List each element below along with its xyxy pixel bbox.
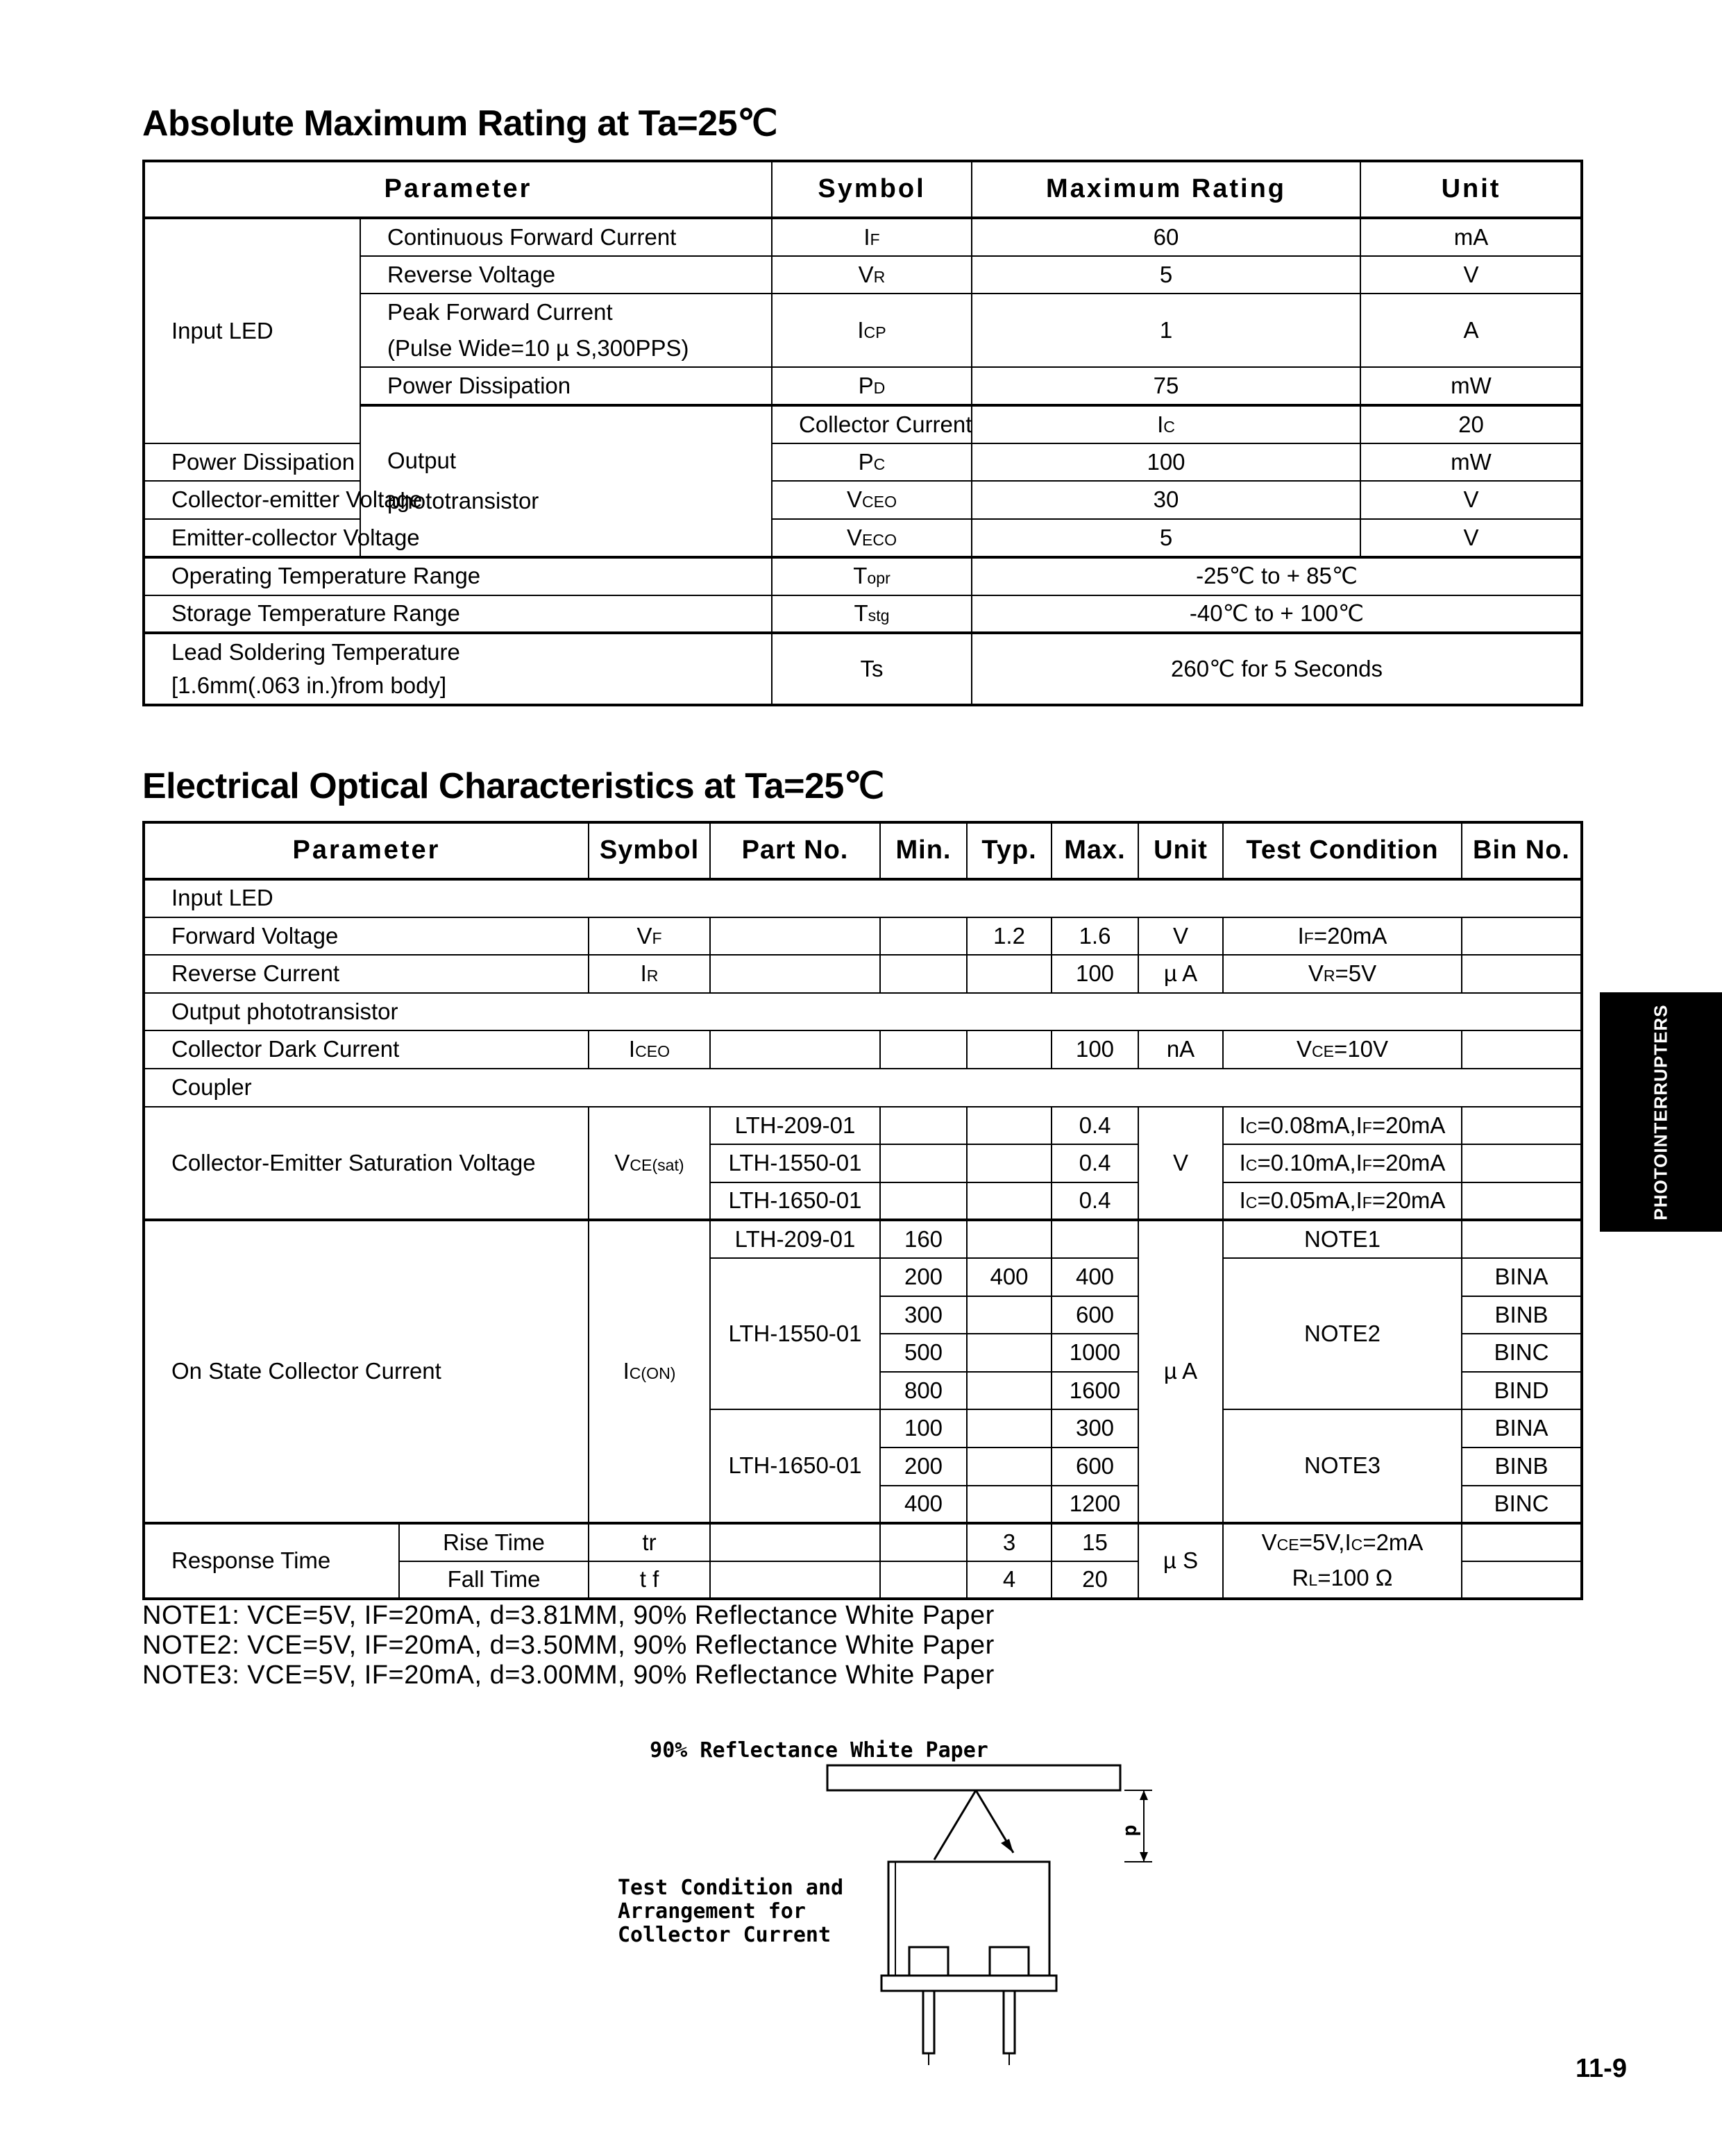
- page-number: 11-9: [1576, 2054, 1627, 2083]
- table-row: [144, 481, 1582, 519]
- symbol-cell: IC: [972, 405, 1360, 443]
- unit-cell: mW: [1360, 443, 1582, 482]
- param-cell: Collector Dark Current: [144, 1030, 589, 1069]
- param-cell: Peak Forward Current (Pulse Wide=10 µ S,300PPS): [360, 294, 772, 367]
- min-cell: 200: [880, 1258, 967, 1296]
- part-cell: LTH-209-01: [710, 1107, 880, 1145]
- test-arrangement-figure: [604, 1728, 1173, 2061]
- param-cell: Collector Current: [772, 405, 972, 443]
- detector-window: [990, 1947, 1029, 1976]
- value-cell: 5: [972, 519, 1360, 557]
- unit-cell: nA: [1138, 1030, 1223, 1069]
- param-cell: Storage Temperature Range: [144, 595, 772, 634]
- table-row: [144, 1030, 1582, 1069]
- symbol-cell: VR: [772, 256, 972, 294]
- bin-cell: BINB: [1462, 1448, 1582, 1486]
- dim-arrow-down-icon: [1140, 1852, 1148, 1862]
- table-row: [144, 633, 1582, 705]
- table-row: [144, 955, 1582, 993]
- condition-cell: VR=5V: [1223, 955, 1462, 993]
- min-cell: 400: [880, 1486, 967, 1524]
- notes-block: [142, 1601, 995, 1690]
- param-cell: Collector-emitter Voltage: [144, 481, 360, 519]
- table-row: [144, 1069, 1582, 1107]
- max-cell: 600: [1052, 1296, 1138, 1334]
- min-cell: 100: [880, 1409, 967, 1448]
- condition-cell: VCE=10V: [1223, 1030, 1462, 1069]
- part-cell: LTH-1550-01: [710, 1258, 880, 1409]
- param-cell: Emitter-collector Voltage: [144, 519, 360, 557]
- symbol-cell: Ts: [772, 633, 972, 705]
- max-cell: 300: [1052, 1409, 1138, 1448]
- value-cell: 100: [972, 443, 1360, 482]
- header-maximum-rating: Maximum Rating: [972, 161, 1360, 218]
- condition-cell: VCE=5V,IC=2mA RL=100 Ω: [1223, 1523, 1462, 1599]
- symbol-cell: Tstg: [772, 595, 972, 634]
- table-row: [144, 519, 1582, 557]
- condition-cell: IC=0.08mA,IF=20mA: [1223, 1107, 1462, 1145]
- param-cell: Reverse Voltage: [360, 256, 772, 294]
- electrical-optical-table: [142, 821, 1583, 1600]
- typ-cell: 400: [967, 1258, 1052, 1296]
- max-cell: 1600: [1052, 1372, 1138, 1410]
- sensor-base: [881, 1976, 1056, 1991]
- symbol-cell: IR: [589, 955, 710, 993]
- table-row: [144, 557, 1582, 595]
- symbol-cell: Topr: [772, 557, 972, 595]
- symbol-cell: PC: [772, 443, 972, 482]
- table-row: [144, 1523, 1582, 1561]
- white-paper-rect: [827, 1765, 1120, 1790]
- max-cell: 1000: [1052, 1334, 1138, 1372]
- group-output-phototransistor: Output phototransistor: [360, 405, 772, 557]
- typ-cell: 4: [967, 1561, 1052, 1599]
- value-cell: 30: [972, 481, 1360, 519]
- value-cell: 260℃ for 5 Seconds: [972, 633, 1582, 705]
- max-cell: 1200: [1052, 1486, 1138, 1524]
- note-2: NOTE2: VCE=5V, IF=20mA, d=3.50MM, 90% Reflectance White Paper: [142, 1631, 995, 1660]
- param-cell: Operating Temperature Range: [144, 557, 772, 595]
- bin-cell: BIND: [1462, 1372, 1582, 1410]
- symbol-cell: IF: [772, 218, 972, 256]
- value-cell: 60: [972, 218, 1360, 256]
- header-symbol: Symbol: [589, 822, 710, 879]
- condition-cell: NOTE3: [1223, 1409, 1462, 1523]
- figure-caption-line-3: Collector Current: [618, 1923, 832, 1947]
- unit-cell: µ A: [1138, 1220, 1223, 1523]
- side-tab-label: PHOTOINTERRUPTERS: [1650, 1003, 1671, 1221]
- figure-caption-line-1: Test Condition and: [618, 1876, 844, 1900]
- group-coupler: Coupler: [144, 1069, 1582, 1107]
- min-cell: 200: [880, 1448, 967, 1486]
- symbol-cell: tr: [589, 1523, 710, 1561]
- absolute-max-rating-table: [142, 160, 1583, 706]
- bin-cell: BINA: [1462, 1409, 1582, 1448]
- value-cell: 75: [972, 367, 1360, 405]
- unit-cell: V: [1360, 481, 1582, 519]
- condition-cell: IC=0.10mA,IF=20mA: [1223, 1144, 1462, 1182]
- unit-cell: mA: [1360, 218, 1582, 256]
- bin-cell: BINA: [1462, 1258, 1582, 1296]
- condition-cell: NOTE1: [1223, 1220, 1462, 1258]
- max-cell: 400: [1052, 1258, 1138, 1296]
- group-input-led: Input LED: [144, 218, 360, 443]
- symbol-cell: VCEO: [772, 481, 972, 519]
- bin-cell: BINB: [1462, 1296, 1582, 1334]
- group-output-phototransistor: Output phototransistor: [144, 993, 1582, 1031]
- symbol-cell: ICP: [772, 294, 972, 367]
- part-cell: LTH-1650-01: [710, 1182, 880, 1221]
- param-cell: On State Collector Current: [144, 1220, 589, 1523]
- group-input-led: Input LED: [144, 879, 1582, 917]
- param-cell: Continuous Forward Current: [360, 218, 772, 256]
- header-parameter: Parameter: [144, 161, 772, 218]
- side-tab: [1600, 992, 1722, 1232]
- table-row: [144, 993, 1582, 1031]
- fall-time-label: Fall Time: [399, 1561, 589, 1599]
- min-cell: 800: [880, 1372, 967, 1410]
- paper-label: 90% Reflectance White Paper: [650, 1738, 988, 1763]
- symbol-cell: VCE(sat): [589, 1107, 710, 1221]
- max-cell: 1.6: [1052, 917, 1138, 956]
- max-cell: 600: [1052, 1448, 1138, 1486]
- max-cell: 0.4: [1052, 1107, 1138, 1145]
- typ-cell: 1.2: [967, 917, 1052, 956]
- param-cell: Response Time: [144, 1523, 399, 1599]
- value-cell: -40℃ to + 100℃: [972, 595, 1582, 634]
- max-cell: 0.4: [1052, 1144, 1138, 1182]
- param-cell: Power Dissipation: [360, 367, 772, 405]
- table-row: [144, 1107, 1582, 1145]
- symbol-cell: t f: [589, 1561, 710, 1599]
- condition-cell: IC=0.05mA,IF=20mA: [1223, 1182, 1462, 1221]
- part-cell: LTH-1550-01: [710, 1144, 880, 1182]
- unit-cell: mW: [1360, 367, 1582, 405]
- header-bin-no: Bin No.: [1462, 822, 1582, 879]
- max-cell: 15: [1052, 1523, 1138, 1561]
- min-cell: 300: [880, 1296, 967, 1334]
- unit-cell: µ S: [1138, 1523, 1223, 1599]
- dim-arrow-up-icon: [1140, 1790, 1148, 1800]
- table-row: [144, 218, 1582, 256]
- typ-cell: 3: [967, 1523, 1052, 1561]
- section-title-absolute-max: Absolute Maximum Rating at Ta=25℃: [142, 103, 778, 144]
- lead-pin-right: [1004, 1991, 1015, 2053]
- value-cell: 20: [1360, 405, 1582, 443]
- header-typ: Typ.: [967, 822, 1052, 879]
- d-label: d: [1121, 1824, 1144, 1837]
- max-cell: 20: [1052, 1561, 1138, 1599]
- min-cell: 160: [880, 1220, 967, 1258]
- unit-cell: V: [1360, 256, 1582, 294]
- param-cell: Reverse Current: [144, 955, 589, 993]
- symbol-cell: ICEO: [589, 1030, 710, 1069]
- unit-cell: V: [1138, 917, 1223, 956]
- symbol-cell: PD: [772, 367, 972, 405]
- unit-cell: µ A: [1138, 955, 1223, 993]
- section-title-electrical-optical: Electrical Optical Characteristics at Ta=25℃: [142, 766, 884, 806]
- header-test-condition: Test Condition: [1223, 822, 1462, 879]
- condition-cell: IF=20mA: [1223, 917, 1462, 956]
- symbol-cell: VECO: [772, 519, 972, 557]
- header-max: Max.: [1052, 822, 1138, 879]
- table-row: [144, 443, 1582, 482]
- note-3: NOTE3: VCE=5V, IF=20mA, d=3.00MM, 90% Reflectance White Paper: [142, 1661, 995, 1690]
- value-cell: 5: [972, 256, 1360, 294]
- note-1: NOTE1: VCE=5V, IF=20mA, d=3.81MM, 90% Reflectance White Paper: [142, 1601, 995, 1630]
- unit-cell: V: [1138, 1107, 1223, 1221]
- max-cell: 0.4: [1052, 1182, 1138, 1221]
- condition-cell: NOTE2: [1223, 1258, 1462, 1409]
- header-unit: Unit: [1138, 822, 1223, 879]
- max-cell: 100: [1052, 955, 1138, 993]
- arrow-head-icon: [1001, 1839, 1013, 1853]
- header-parameter: Parameter: [144, 822, 589, 879]
- header-min: Min.: [880, 822, 967, 879]
- header-part-no: Part No.: [710, 822, 880, 879]
- table-row: [144, 917, 1582, 956]
- header-symbol: Symbol: [772, 161, 972, 218]
- emitter-ray: [934, 1790, 976, 1860]
- param-cell: Collector-Emitter Saturation Voltage: [144, 1107, 589, 1221]
- unit-cell: A: [1360, 294, 1582, 367]
- symbol-cell: IC(ON): [589, 1220, 710, 1523]
- part-cell: LTH-209-01: [710, 1220, 880, 1258]
- value-cell: -25℃ to + 85℃: [972, 557, 1582, 595]
- emitter-window: [909, 1947, 948, 1976]
- param-cell: Power Dissipation: [144, 443, 360, 482]
- table-row: [144, 879, 1582, 917]
- symbol-cell: VF: [589, 917, 710, 956]
- value-cell: 1: [972, 294, 1360, 367]
- lead-pin-left: [923, 1991, 934, 2053]
- rise-time-label: Rise Time: [399, 1523, 589, 1561]
- header-unit: Unit: [1360, 161, 1582, 218]
- table-row: [144, 595, 1582, 634]
- param-cell: Lead Soldering Temperature [1.6mm(.063 in.)from body]: [144, 633, 772, 705]
- figure-caption-line-2: Arrangement for: [618, 1899, 806, 1924]
- table-row: [144, 1220, 1582, 1258]
- bin-cell: BINC: [1462, 1334, 1582, 1372]
- min-cell: 500: [880, 1334, 967, 1372]
- unit-cell: V: [1360, 519, 1582, 557]
- sensor-body: [888, 1862, 1049, 1976]
- bin-cell: BINC: [1462, 1486, 1582, 1524]
- param-cell: Forward Voltage: [144, 917, 589, 956]
- max-cell: 100: [1052, 1030, 1138, 1069]
- part-cell: LTH-1650-01: [710, 1409, 880, 1523]
